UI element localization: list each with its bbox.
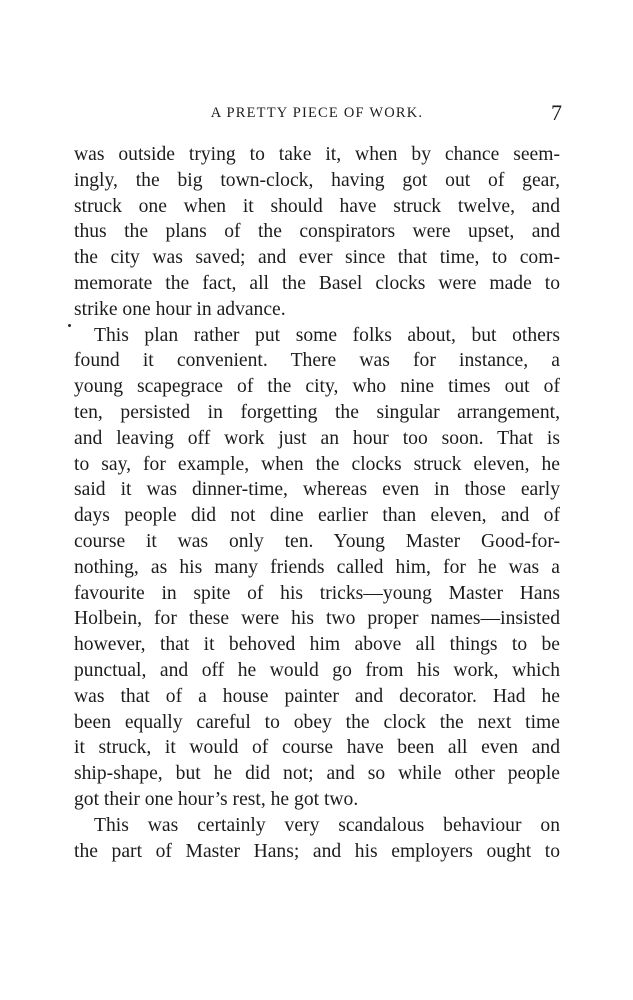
running-head [72, 100, 562, 130]
paragraph-start-line: This was certainly very scandalous behaviour on [94, 814, 560, 836]
text-line: said it was dinner-time, whereas even in those early [74, 479, 560, 501]
text-line: was that of a house painter and decorator. Had he [74, 685, 560, 707]
text-line: and leaving off work just an hour too soon. That is [74, 427, 560, 449]
text-line: Holbein, for these were his two proper names—insisted [74, 608, 560, 630]
text-line: was outside trying to take it, when by chance seem- [74, 144, 560, 165]
text-line: punctual, and off he would go from his work, which [74, 659, 560, 681]
text-line: favourite in spite of his tricks—young Master Hans [74, 582, 560, 604]
text-line: nothing, as his many friends called him, for he was a [74, 556, 560, 578]
text-line: ten, persisted in forgetting the singular arrangement, [74, 401, 560, 423]
text-line: been equally careful to obey the clock the next time [74, 711, 560, 733]
text-line: ingly, the big town-clock, having got out of gear, [74, 169, 560, 191]
text-line: young scapegrace of the city, who nine times out of [74, 376, 560, 398]
text-line: it struck, it would of course have been all even and [74, 737, 560, 759]
text-line: ship-shape, but he did not; and so while other people [74, 763, 560, 785]
body-text [74, 142, 560, 864]
paragraph-end-line: got their one hour’s rest, he got two. [74, 788, 359, 810]
text-line: memorate the fact, all the Basel clocks were made to [74, 272, 560, 294]
text-line: found it convenient. There was for instance, a [74, 350, 560, 372]
paragraph-end-line: strike one hour in advance. [74, 298, 286, 320]
running-title: A PRETTY PIECE OF WORK. [210, 105, 424, 121]
text-line: thus the plans of the conspirators were upset, and [74, 221, 560, 243]
text-line: the city was saved; and ever since that time, to com- [74, 247, 560, 269]
text-line: to say, for example, when the clocks struck eleven, he [74, 453, 560, 475]
text-line: however, that it behoved him above all things to be [74, 634, 560, 656]
text-line: struck one when it should have struck twelve, and [74, 195, 560, 217]
print-speck [68, 324, 71, 327]
text-line: the part of Master Hans; and his employers ought to [74, 840, 560, 862]
paragraph-start-line: This plan rather put some folks about, but others [94, 324, 560, 346]
page-number: 7 [551, 100, 562, 125]
text-line: course it was only ten. Young Master Good-for- [74, 530, 560, 552]
text-line: days people did not dine earlier than eleven, and of [74, 505, 560, 527]
